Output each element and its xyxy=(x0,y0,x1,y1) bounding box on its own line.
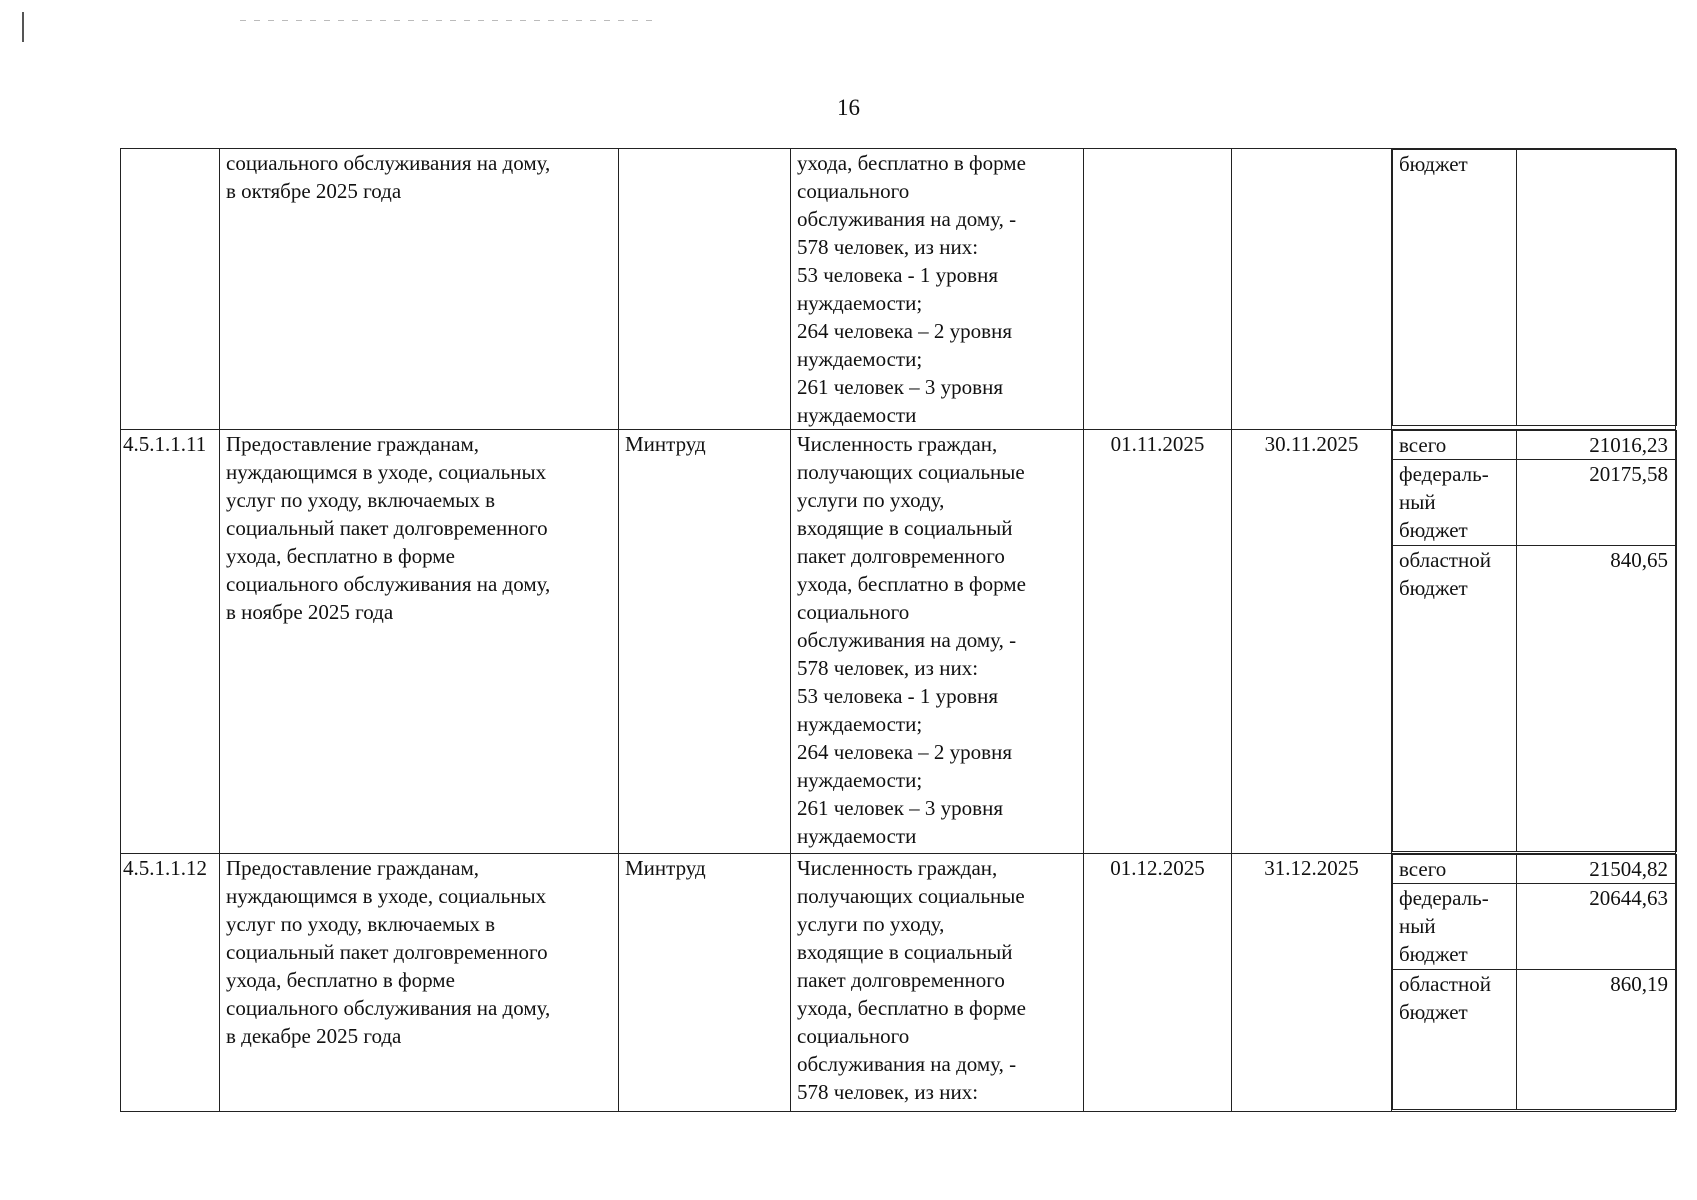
activities-table xyxy=(120,148,1676,1112)
funding-row xyxy=(1393,150,1677,426)
row-start-date: 01.12.2025 xyxy=(1084,854,1232,1112)
funding-source: всего xyxy=(1393,855,1517,884)
funding-row xyxy=(1393,970,1677,1110)
row-funding xyxy=(1392,430,1676,854)
funding-amount: 20175,58 xyxy=(1517,460,1677,546)
funding-amount: 21016,23 xyxy=(1517,431,1677,460)
funding-source: бюджет xyxy=(1393,150,1517,426)
funding-source: областной бюджет xyxy=(1393,970,1517,1110)
row-executor xyxy=(619,149,791,430)
table-row xyxy=(121,854,1676,1112)
funding-table xyxy=(1392,854,1677,1110)
funding-amount: 860,19 xyxy=(1517,970,1677,1110)
page-number: 16 xyxy=(837,95,860,120)
row-name: Предоставление гражданам, нуждающимся в уходе, социальных услуг по уходу, включаемых в социальный пакет долговременного ухода, бесплатно в форме социального обслуживания на дому, в ноябре 2025 года xyxy=(220,430,619,854)
row-indicator: ухода, бесплатно в форме социального обслуживания на дому, - 578 человек, из них: 53 человека - 1 уровня нуждаемости; 264 человека – 2 уровня нуждаемости; 261 человек – 3 уровня нуждаемости xyxy=(791,149,1084,430)
row-executor: Минтруд xyxy=(619,430,791,854)
row-start-date xyxy=(1084,149,1232,430)
row-code: 4.5.1.1.11 xyxy=(121,430,220,854)
funding-table xyxy=(1392,149,1677,426)
row-name: социального обслуживания на дому, в октябре 2025 года xyxy=(220,149,619,430)
funding-source: всего xyxy=(1393,431,1517,460)
scan-streak xyxy=(240,20,660,21)
table-row xyxy=(121,149,1676,430)
funding-row xyxy=(1393,460,1677,546)
table-row xyxy=(121,430,1676,854)
funding-source: областной бюджет xyxy=(1393,546,1517,852)
row-indicator: Численность граждан, получающих социальные услуги по уходу, входящие в социальный пакет долговременного ухода, бесплатно в форме социального обслуживания на дому, - 578 человек, из них: 53 человека - 1 уровня нуждаемости; 264 человека – 2 уровня нуждаемости; 261 человек – 3 уровня нуждаемости xyxy=(791,430,1084,854)
funding-amount: 840,65 xyxy=(1517,546,1677,852)
row-executor: Минтруд xyxy=(619,854,791,1112)
funding-row xyxy=(1393,546,1677,852)
row-code: 4.5.1.1.12 xyxy=(121,854,220,1112)
funding-source: федераль- ный бюджет xyxy=(1393,460,1517,546)
funding-table xyxy=(1392,430,1677,852)
row-funding xyxy=(1392,149,1676,430)
row-end-date: 31.12.2025 xyxy=(1232,854,1392,1112)
funding-source: федераль- ный бюджет xyxy=(1393,884,1517,970)
funding-amount: 21504,82 xyxy=(1517,855,1677,884)
funding-row xyxy=(1393,431,1677,460)
funding-row xyxy=(1393,855,1677,884)
funding-amount: 20644,63 xyxy=(1517,884,1677,970)
funding-amount xyxy=(1517,150,1677,426)
row-end-date xyxy=(1232,149,1392,430)
scan-edge-mark xyxy=(22,12,24,42)
row-end-date: 30.11.2025 xyxy=(1232,430,1392,854)
row-start-date: 01.11.2025 xyxy=(1084,430,1232,854)
row-indicator: Численность граждан, получающих социальные услуги по уходу, входящие в социальный пакет долговременного ухода, бесплатно в форме социального обслуживания на дому, - 578 человек, из них: xyxy=(791,854,1084,1112)
funding-row xyxy=(1393,884,1677,970)
row-name: Предоставление гражданам, нуждающимся в уходе, социальных услуг по уходу, включаемых в социальный пакет долговременного ухода, бесплатно в форме социального обслуживания на дому, в декабре 2025 года xyxy=(220,854,619,1112)
row-funding xyxy=(1392,854,1676,1112)
row-code xyxy=(121,149,220,430)
